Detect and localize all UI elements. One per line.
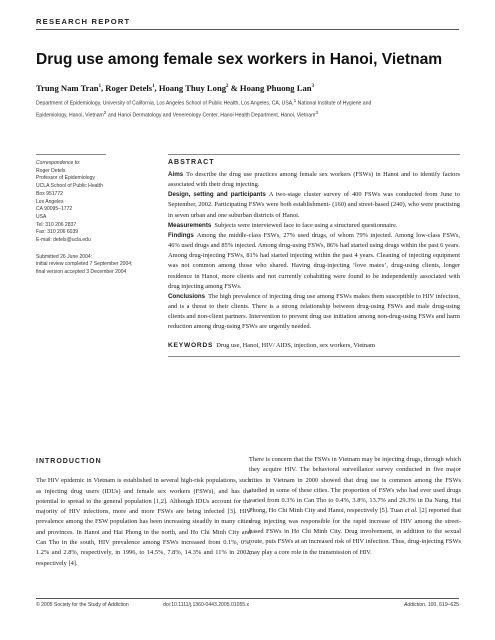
journal-citation [404, 602, 459, 608]
correspondence-line: CA 90095–1772 [36, 206, 73, 213]
journal-name: Addiction [404, 602, 425, 608]
footer-rule [36, 598, 459, 599]
introduction-heading: INTRODUCTION [36, 458, 102, 465]
abstract-section-label: Design, setting and participants [168, 191, 266, 199]
abstract-findings [168, 231, 460, 292]
affiliation-text: and Hanoi Dermatology and Venereology Center, Hanoi Health Department, Hanoi, Vietnam [107, 112, 316, 119]
abstract-rule [168, 154, 460, 155]
abstract-section-text: Subjects were interviewed face to face using a structured questionnaire. [214, 221, 398, 229]
correspondence-line: Box 951772 [36, 190, 63, 197]
body-text: There is concern that the FSWs in Vietnam may be injecting drugs, through which they acquire HIV. The behavioral surveillance survey conducted in five major cities in Vietnam in 2000 showed that drug use is common among the FSWs studied in some of these cities. The proportion of FSWs who had ever used drugs varied from 0.3% in Can Tho to 0.4%, 3.8%, 13.7% and 29.3% in Da Nang, Hai Phong, Ho Chi Minh City and Hanoi, respectively [5]. Tuan [249, 456, 461, 515]
copyright: © 2005 Society for the Study of Addiction [36, 602, 129, 608]
abstract-section-label: Conclusions [168, 292, 206, 300]
abstract-section-text: To describe the drug use practices among female sex workers (FSWs) in Hanoi and to identify factors associated with their drug injecting. [168, 171, 460, 189]
author-name: Trung Nam Tran [36, 83, 99, 93]
abstract-section-label: Findings [168, 231, 194, 239]
affiliation-sup: 2 [103, 111, 107, 117]
author-name: Hoang Phuong Lan [239, 83, 312, 93]
affiliation-text: National Institute of Hygiene and [297, 100, 372, 107]
intro-column-left [36, 457, 251, 569]
abstract-section-text: Among the middle-class FSWs, 27% used drugs, of whom 79% injected. Among low-class FSWs, 46% used drugs and 85% injected. Among drug-using FSWs, 86% had started using drugs within the past 6 years. Among drug-injecting FSWs, 81% had started injecting within the past 4 years. Cleaning of injecting equipment was not common among those who shared. Having drug-injecting ‘love mates’, drug-using clients, longer residence in Hanoi, more clients and not currently cohabiting were found to be independently associated with drug injecting among FSWs. [168, 231, 460, 290]
affiliation-sup: 3 [315, 111, 318, 117]
author-sup: 1 [152, 84, 155, 90]
keywords-label: KEYWORDS [168, 341, 214, 349]
correspondence-line: USA [36, 213, 47, 220]
section-label: RESEARCH REPORT [36, 17, 131, 26]
abstract-heading: ABSTRACT [168, 159, 215, 166]
doi: doi:10.1111/j.1360-0443.2005.01055.x [163, 602, 250, 608]
top-rule [36, 29, 459, 30]
author-sup: 1 [98, 84, 101, 90]
et-al: et al. [404, 507, 418, 515]
correspondence-email: E-mail: detels@ucla.edu [36, 237, 91, 244]
abstract-section-label: Measurements [168, 221, 212, 229]
abstract-design [168, 190, 460, 220]
abstract-block [168, 154, 460, 357]
abstract-section-text: The high prevalence of injecting drug use among FSWs makes them susceptible to HIV infection, and is a threat to their clients. There is a strong relationship between drug-using FSWs and male drug-using clients and non-client partners. Intervention to prevent drug use initiation among non-drug-using FSWs and harm reduction among drug-using FSWs are urgently needed. [168, 292, 460, 331]
author-list: Trung Nam Tran$^1$, Roger Detels$^1$, Hoang Thuy Long$^2$ & Hoang Phuong Lan$^3$ [36, 83, 314, 93]
affiliation-sup: 1 [293, 99, 297, 104]
correspondence-line: Roger Detels [36, 167, 66, 174]
correspondence-line: Professor of Epidemiology [36, 175, 95, 182]
abstract-measurements [168, 221, 460, 231]
abstract-conclusions [168, 292, 460, 333]
author-sup: 3 [311, 84, 314, 90]
abstract-section-text: A two-stage cluster survey of 400 FSWs was conducted from June to September, 2002. Participating FSWs were both establishment- (160) and street-based (240), who were practising in seven urban and one suburban districts of Hanoi. [168, 191, 461, 219]
correspondence-line: Tel: 310 206 2837 [36, 221, 77, 228]
abstract-section-label: Aims [168, 171, 184, 178]
side-rule [36, 154, 106, 155]
author-name: Hoang Thuy Long [158, 83, 227, 93]
submission-date: Submitted 26 June 2004; [36, 253, 93, 260]
affiliation-text: Epidemiology, Hanoi, Vietnam [36, 112, 104, 119]
citation-volume: , 100, 619–625 [425, 602, 459, 608]
body-text: [2] reported that drug injecting was responsible for the rapid increase of HIV among the street-based FSWs in Ho Chi Minh City. Drug involvement, in addition to the sexual route, puts FSWs at an increased risk of HIV infection. Thus, drug-injecting FSWs may play a core role in the transmission of HIV. [249, 507, 461, 556]
intro-column-right [249, 455, 461, 558]
author-name: Roger Detels [105, 83, 153, 93]
affiliation-text: Department of Epidemiology, University of California, Los Angeles School of Public Health, Los Angeles, CA, USA, [36, 100, 294, 107]
correspondence-line: Los Angeles [36, 198, 64, 205]
correspondence-block [36, 154, 156, 277]
abstract-aims [168, 170, 460, 190]
correspondence-line: UCLA School of Public Health [36, 183, 103, 190]
introduction-paragraph: The HIV epidemic in Vietnam is established in several high-risk populations, such as injecting drug users (IDUs) and female sex workers (FSWs), and has the potential to spread to the general population [1,2]. Although IDUs account for the majority of HIV infections, more and more FSWs are being infected [3]. HIV prevalence among the FSW population has been increasing steadily in many cities and provinces. In Hanoi and Hai Phong in the north, and Ho Chi Minh City and Can Tho in the south, HIV prevalence among FSWs increased from 0.1%, 0%, 1.2% and 2.8%, respectively, in 1996, to 14.5%, 7.8%, 14.3% and 11% in 2002, respectively [4]. [36, 477, 251, 567]
abstract-bottom-rule [168, 356, 460, 357]
accepted-date: final version accepted 3 December 2004 [36, 269, 127, 276]
correspondence-line: Fax: 310 206 6039 [36, 229, 79, 236]
correspondence-label: Correspondence to: [36, 160, 81, 166]
keywords [168, 341, 460, 351]
article-title: Drug use among female sex workers in Hanoi, Vietnam [36, 51, 443, 68]
keywords-text: Drug use, Hanoi, HIV/ AIDS, injection, sex workers, Vietnam [216, 341, 375, 349]
review-date: initial review completed 7 September 2004; [36, 261, 133, 268]
author-sup: 2 [226, 84, 229, 90]
introduction-paragraph-right [249, 455, 461, 558]
affiliations [36, 97, 466, 121]
